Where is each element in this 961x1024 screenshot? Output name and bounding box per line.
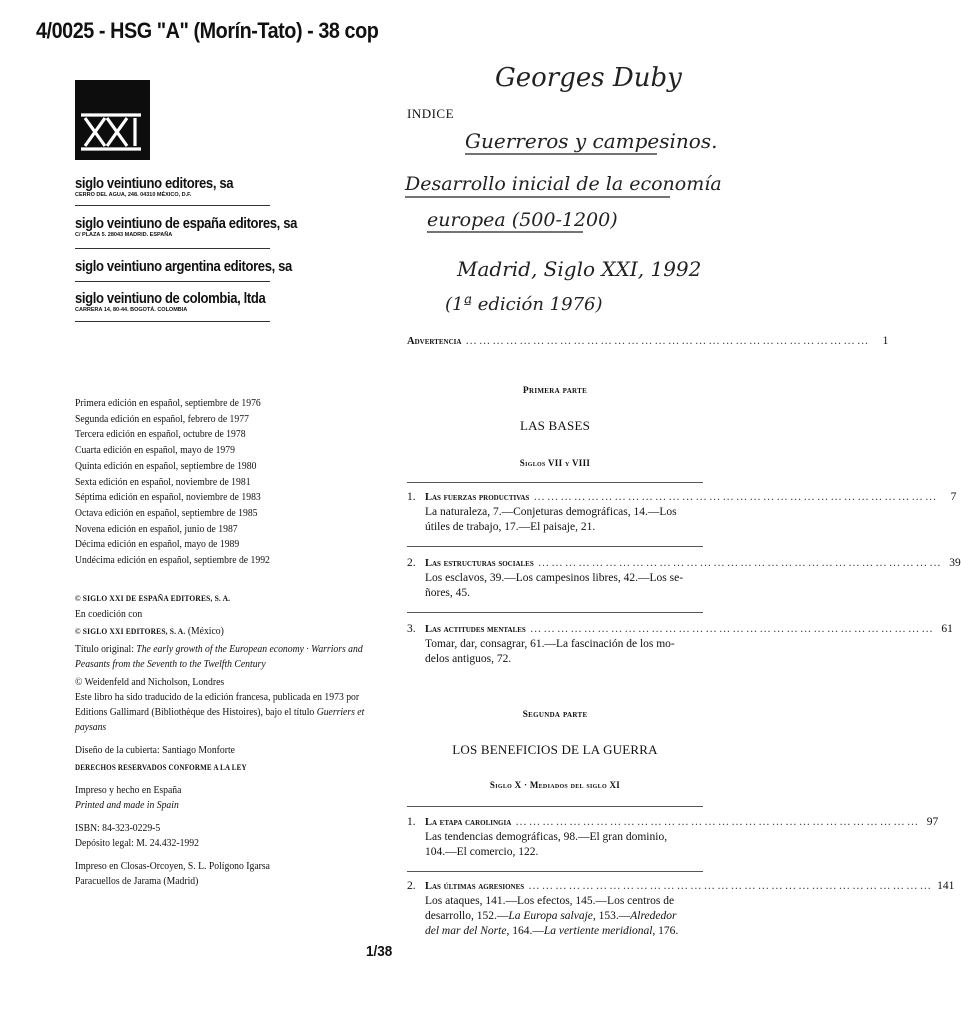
editions-list: [75, 396, 270, 569]
toc-leader: ………………………………………………………………………………: [533, 491, 939, 503]
edition-line: Quinta edición en español, septiembre de 1980: [75, 459, 257, 472]
toc-page: 141: [937, 880, 955, 892]
toc-leader: ………………………………………………………………………………: [515, 816, 921, 828]
handwritten-line: Desarrollo inicial de la economía: [405, 173, 722, 195]
toc-divider: [407, 482, 703, 483]
toc-leader: ………………………………………………………………………………: [465, 335, 871, 347]
rights-reserved: DERECHOS RESERVADOS CONFORME A LA LEY: [75, 763, 247, 772]
coedition-text: En coedición con: [75, 608, 143, 620]
edition-line: Sexta edición en español, noviembre de 1981: [75, 475, 251, 488]
copyright-credits: [75, 589, 364, 889]
toc-title: Las fuerzas productivas: [425, 492, 530, 503]
isbn: ISBN: 84-323-0229-5: [75, 822, 161, 834]
handwritten-line: (1ª edición 1976): [445, 294, 603, 315]
handwritten-author: Georges Duby: [495, 63, 682, 93]
toc-heading: INDICE: [407, 106, 455, 121]
publisher-name: siglo veintiuno de españa editores, sa: [75, 216, 298, 232]
original-title: Título original: The early growth of the European economy · Warriors and: [75, 643, 363, 655]
toc-title: La etapa carolingia: [425, 817, 512, 828]
printer-line: Paracuellos de Jarama (Madrid): [75, 875, 199, 887]
toc-chapter[interactable]: 2. Las últimas agresiones ……………………………………………………………………………… 141 Los ataques, 141.—Los efectos, 145.—Los centros de desarrollo, 152.—La Europa salvaje, 153.—Alrededor del mar del Norte, 164.—La vertiente meridional, 176.: [407, 880, 955, 937]
toc-page: 39: [949, 557, 961, 569]
part-label: Primera parte: [522, 386, 588, 396]
publisher-logo: [75, 80, 150, 160]
translation-note-cont2: paysans: [75, 721, 107, 733]
edition-line: Séptima edición en español, noviembre de 1983: [75, 491, 261, 504]
xxi-logo-icon: [75, 80, 150, 160]
divider: [75, 205, 270, 206]
toc-chapter[interactable]: 1. Las fuerzas productivas ……………………………………………………………………………… 7 La naturaleza, 7.—Conjeturas demográficas, 14.—Los útiles de trabajo, 17.—El paisaje, 21.: [407, 491, 957, 533]
publisher-colombia: [75, 291, 270, 314]
translation-note: Este libro ha sido traducido de la edición francesa, publicada en 1973 por: [75, 691, 360, 703]
publisher-name: siglo veintiuno de colombia, ltda: [75, 291, 266, 307]
publisher-address: CARRERA 14, 80-44. BOGOTÁ. COLOMBIA: [75, 307, 188, 313]
toc-title: Advertencia: [407, 336, 462, 347]
handwritten-line: Guerreros y campesinos.: [465, 129, 718, 153]
edition-line: Primera edición en español, septiembre de 1976: [75, 397, 261, 409]
copyright-spain: © SIGLO XXI DE ESPAÑA EDITORES, S. A.: [75, 593, 231, 603]
document-header: 4/0025 - HSG "A" (Morín-Tato) - 38 cop: [36, 18, 379, 43]
copyright-uk: © Weidenfeld and Nicholson, Londres: [75, 676, 225, 688]
edition-line: Tercera edición en español, octubre de 1978: [75, 428, 246, 441]
toc-page: 7: [950, 491, 957, 503]
toc-chapter[interactable]: 1. La etapa carolingia ……………………………………………………………………………… 97 Las tendencias demográficas, 98.—El gran dominio, 104.—El comercio, 122.: [407, 816, 939, 858]
toc-divider: [407, 806, 703, 807]
edition-line: Novena edición en español, junio de 1987: [75, 522, 238, 535]
part-title: LOS BENEFICIOS DE LA GUERRA: [452, 742, 658, 757]
publisher-spain: [75, 216, 298, 239]
divider: [75, 321, 270, 322]
publisher-mexico: [75, 176, 270, 199]
divider: [75, 281, 270, 282]
toc-page: 97: [926, 816, 939, 828]
handwritten-line: europea (500-1200): [427, 209, 618, 231]
divider: [75, 248, 270, 249]
original-title-cont: Peasants from the Seventh to the Twelfth Century: [75, 658, 266, 670]
part-title: LAS BASES: [519, 418, 591, 433]
toc-chapter[interactable]: 2. Las estructuras sociales ……………………………………………………………………………… 39 Los esclavos, 39.—Los campesinos libres, 42.—Los se- ñores, 45.: [407, 557, 961, 599]
part-label: Segunda parte: [522, 710, 588, 720]
printed-es: Impreso y hecho en España: [75, 784, 182, 796]
publisher-name: siglo veintiuno argentina editores, sa: [75, 259, 292, 275]
handwritten-annotation: [405, 50, 722, 330]
edition-line: Décima edición en español, mayo de 1989: [75, 538, 240, 551]
toc-leader: ………………………………………………………………………………: [529, 623, 935, 635]
toc-divider: [407, 612, 703, 613]
handwritten-line: Madrid, Siglo XXI, 1992: [457, 257, 702, 281]
publisher-address: CERRO DEL AGUA, 248. 04310 MÉXICO, D.F.: [75, 192, 192, 198]
translation-note-cont: Editions Gallimard (Bibliothèque des Histoires), bajo el título Guerriers et: [75, 706, 365, 718]
edition-line: Octava edición en español, septiembre de 1985: [75, 506, 258, 519]
toc-leader: ………………………………………………………………………………: [537, 557, 943, 569]
printer-line: Impreso en Closas-Orcoyen, S. L. Polígono Igarsa: [75, 860, 270, 872]
toc-page: 1: [882, 335, 889, 347]
toc-leader: ………………………………………………………………………………: [528, 880, 934, 892]
page-indicator: 1/38: [366, 943, 393, 960]
edition-line: Segunda edición en español, febrero de 1977: [75, 412, 249, 425]
toc-title: Las actitudes mentales: [425, 624, 526, 635]
toc-title: Las estructuras sociales: [425, 558, 534, 569]
copyright-mexico: © SIGLO XXI EDITORES, S. A. (México): [75, 625, 224, 637]
toc-page: 61: [941, 623, 953, 635]
publisher-name: siglo veintiuno editores, sa: [75, 176, 234, 192]
part-subtitle: Siglo X · Mediados del siglo XI: [489, 780, 621, 790]
toc-divider: [407, 546, 703, 547]
cover-design: Diseño de la cubierta: Santiago Monforte: [75, 744, 235, 756]
toc-divider: [407, 871, 703, 872]
toc-title: Las últimas agresiones: [425, 881, 525, 892]
toc-advertencia[interactable]: [407, 334, 889, 349]
edition-line: Cuarta edición en español, mayo de 1979: [75, 444, 235, 457]
publisher-argentina: [75, 259, 292, 275]
toc-chapter[interactable]: 3. Las actitudes mentales ……………………………………………………………………………… 61 Tomar, dar, consagrar, 61.—La fascinación de los mo- delos antiguos, 72.: [407, 623, 953, 665]
publisher-address: C/ PLAZA 5. 28043 MADRID. ESPAÑA: [75, 232, 173, 238]
part-subtitle: Siglos VII y VIII: [519, 458, 591, 468]
edition-line: Undécima edición en español, septiembre de 1992: [75, 554, 270, 567]
printed-en: Printed and made in Spain: [75, 799, 179, 811]
legal-deposit: Depósito legal: M. 24.432-1992: [75, 837, 199, 849]
